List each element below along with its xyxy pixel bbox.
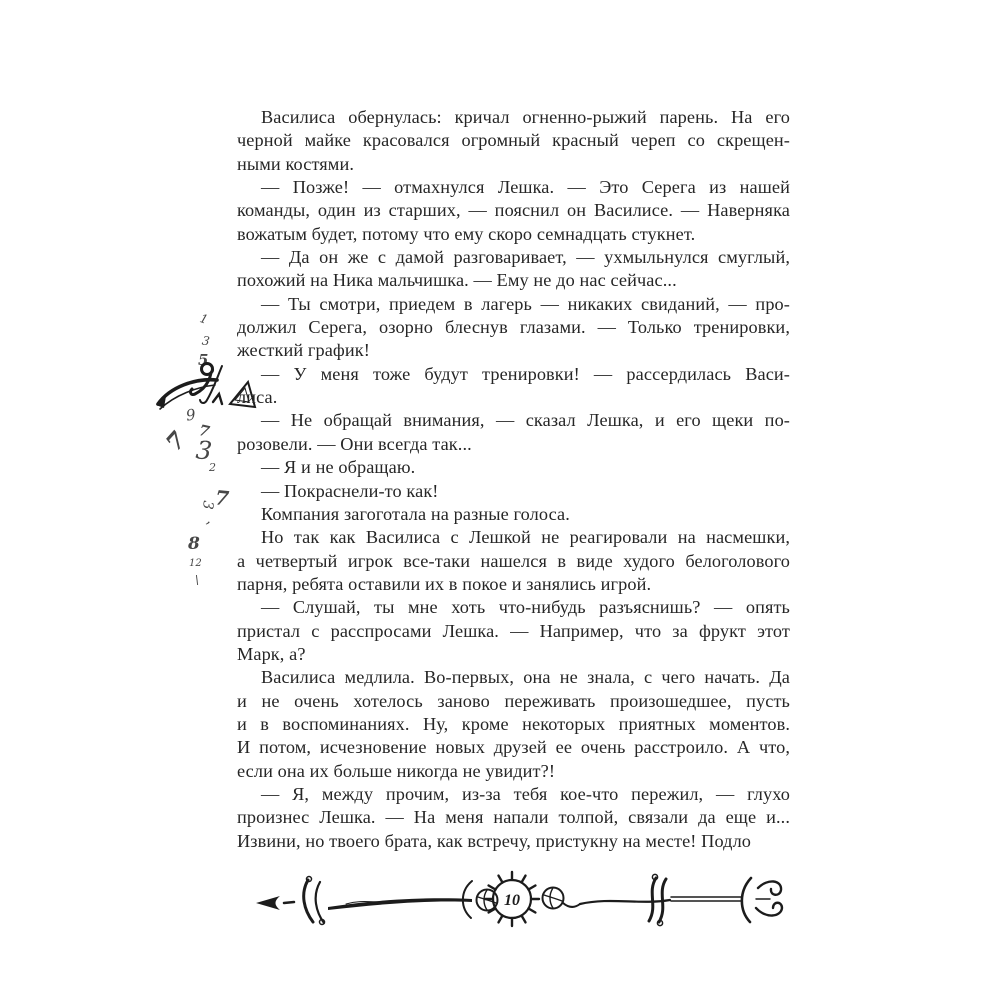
doodle-number: 7 [160,426,192,457]
page-number: 10 [504,892,520,909]
text-line: вожатым будет, потому что ему скоро семнадцать стукнет. [237,223,696,244]
doodle-number: 5 [198,351,209,369]
text-line: если она их больше никогда не увидит?! [237,760,556,781]
arrow-flourish-icon [256,877,472,925]
text-line: — Позже! — отмахнулся Лешка. — Это Серега из нашей [261,177,790,198]
doodle-number: 7 [213,485,231,511]
text-line: Василиса медлила. Во-первых, она не знала, с чего начать. Да [261,667,790,688]
text-line: и не очень хотелось заново переживать произошедшее, пусть [237,690,790,711]
text-line: похожий на Ника мальчишка. — Ему не до нас сейчас... [237,270,677,291]
text-line: розовели. — Они всегда так... [237,433,472,454]
text-line: парня, ребята оставили их в покое и занялись игрой. [237,573,652,594]
text-line: — Ты смотри, приедем в лагерь — никаких свиданий, — про- [261,293,790,314]
text-line: должил Серега, озорно блеснув глазами. — Только тренировки, [237,317,790,338]
text-line: — Я, между прочим, из-за тебя кое-что пережил, — глухо [261,783,790,804]
page-text [237,106,790,853]
doodle-number: 3 [194,435,214,466]
doodle-number: 3 [201,333,211,349]
text-line: а четвертый игрок все-таки нашелся в виде худого белоголового [237,550,790,571]
text-line: — Да он же с дамой разговаривает, — ухмыльнулся смуглый, [261,247,790,268]
text-line: — Не обращай внимания, — сказал Лешка, и его щеки по- [261,410,790,431]
scroll-flourish-icon [580,874,782,925]
doodle-number: 8 [188,534,200,554]
text-line: — Я и не обращаю. [261,457,416,478]
text-line: Марк, а? [237,643,306,664]
footer-ornament [250,866,795,932]
text-line: лиса. [237,387,278,408]
text-line: ными костями. [237,153,355,174]
doodle-number: 9 [184,405,197,425]
text-line: И потом, исчезновение новых друзей ее очень расстроило. А что, [237,737,790,758]
text-line: — Слушай, ты мне хоть что-нибудь разъяснишь? — опять [261,597,790,618]
text-line: команды, один из старших, — пояснил он Василисе. — Наверняка [237,200,790,221]
text-line: и в воспоминаниях. Ну, кроме некоторых приятных моментов. [237,713,790,734]
text-line: Василиса обернулась: кричал огненно-рыжий парень. На его [261,107,790,127]
doodle-number: 12 [189,558,202,569]
text-line: — Покраснели-то как! [261,480,439,501]
doodle-number: ’ [201,517,212,537]
text-line: Компания загоготала на разные голоса. [261,503,570,524]
text-line: — У меня тоже будут тренировки! — рассердилась Васи- [261,363,790,384]
doodle-number: 2 [209,461,216,474]
doodle-number: 7 [197,421,212,441]
doodle-number: 3 [199,499,216,511]
text-line: пристал с расспросами Лешка. — Например, что за фрукт этот [237,620,790,641]
doodle-number: 1 [198,311,210,327]
text-line: жесткий график! [237,340,370,361]
text-line: Извини, но твоего брата, как встречу, пристукну на месте! Подло [237,830,752,851]
doodle-number: , [207,359,217,375]
text-line: черной майке красовался огромный красный череп со скрещен- [237,130,790,151]
text-line: произнес Лешка. — На меня напали толпой, связали да еще и... [237,807,790,828]
sun-medallion-icon [485,872,539,926]
pinwheel-right-icon [543,888,581,909]
doodle-number: \ [195,573,200,587]
text-line: Но так как Василиса с Лешкой не реагировали на насмешки, [261,527,790,548]
